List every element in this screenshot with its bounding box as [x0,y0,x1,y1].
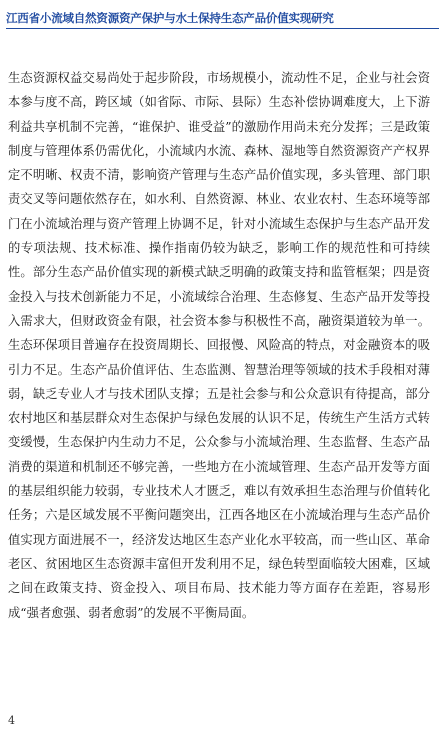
header-title: 江西省小流域自然资源资产保护与水土保持生态产品价值实现研究 [6,11,334,25]
body-paragraph: 生态资源权益交易尚处于起步阶段，市场规模小，流动性不足，企业与社会资本参与度不高，跨区域（如省际、市际、县际）生态补偿协调难度大，上下游利益共享机制不完善，“谁保护、谁受益”的激励作用尚未充分发挥；三是政策制度与管理体系仍需优化，小流域内水流、森林、湿地等自然资源资产产权界定不明晰、权责不清，影响资产管理与生态产品价值实现，多头管理、部门职责交叉等问题依然存在，如水利、自然资源、林业、农业农村、生态环境等部门在小流域治理与资产管理上协调不足，针对小流域生态保护与生态产品开发的专项法规、技术标准、操作指南仍较为缺乏，影响工作的规范性和可持续性。部分生态产品价值实现的新模式缺乏明确的政策支持和监管框架；四是资金投入与技术创新能力不足，小流域综合治理、生态修复、生态产品开发等投入需求大，但财政资金有限，社会资本参与积极性不高，融资渠道较为单一。生态环保项目普遍存在投资周期长、回报慢、风险高的特点，对金融资本的吸引力不足。生态产品价值评估、生态监测、智慧治理等领域的技术手段相对薄弱，缺乏专业人才与技术团队支撑；五是社会参与和公众意识有待提高，部分农村地区和基层群众对生态保护与绿色发展的认识不足，传统生产生活方式转变缓慢，生态保护内生动力不足，公众参与小流域治理、生态监督、生态产品消费的渠道和机制还不够完善，一些地方在小流域管理、生态产品开发等方面的基层组织能力较弱，专业技术人才匮乏，难以有效承担生态治理与价值转化任务；六是区域发展不平衡问题突出，江西各地区在小流域治理与生态产品价值实现方面进展不一，经济发达地区生态产业化水平较高，而一些山区、革命老区、贫困地区生态资源丰富但开发利用不足，绿色转型面临较大困难，区域之间在政策支持、资金投入、项目布局、技术能力等方面存在差距，容易形成“强者愈强、弱者愈弱”的发展不平衡局面。 [8,71,430,620]
page-number: 4 [8,714,15,727]
header-divider [6,28,439,29]
running-header [6,6,439,30]
